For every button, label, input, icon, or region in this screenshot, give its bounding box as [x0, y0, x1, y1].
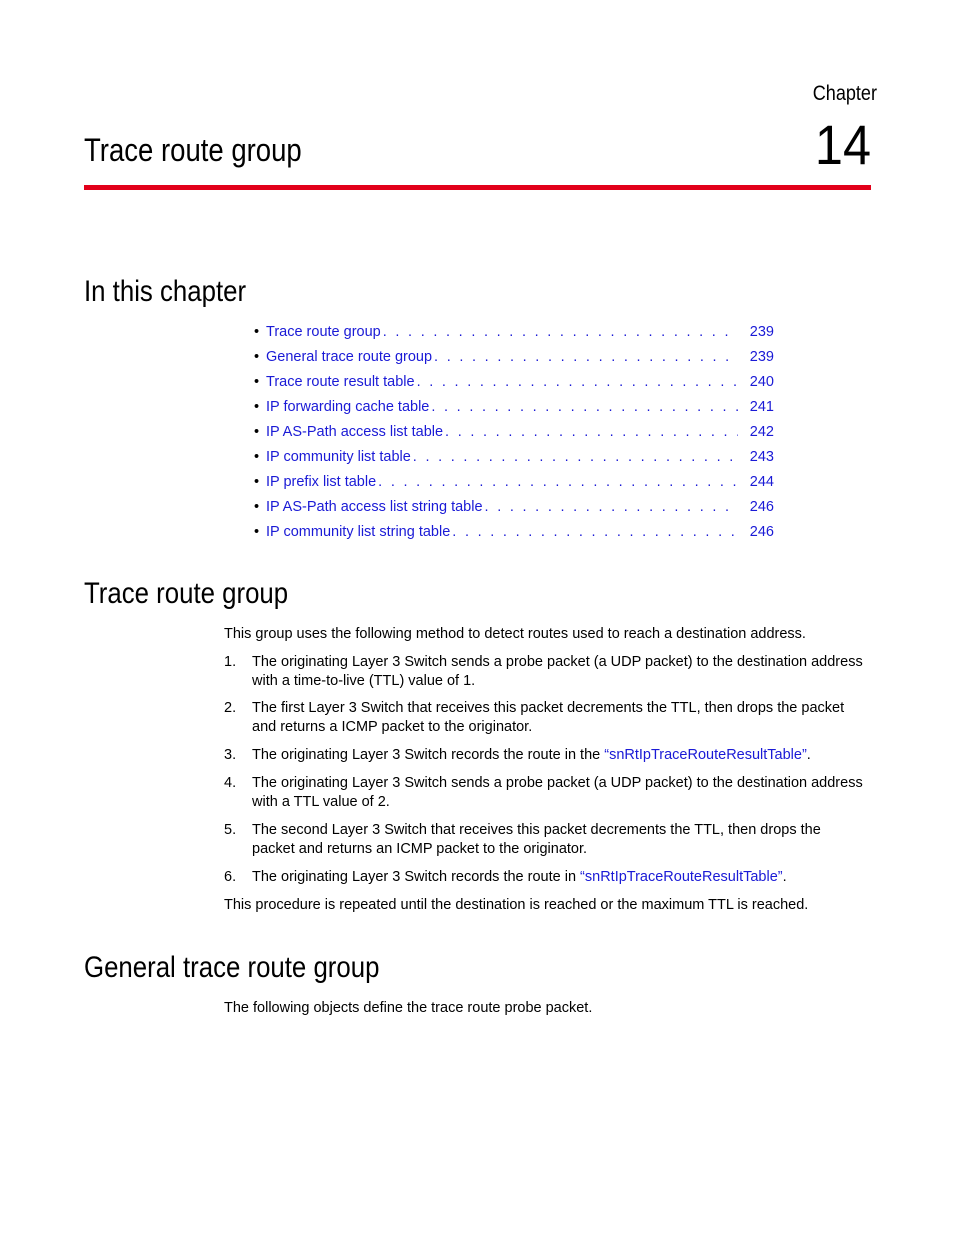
toc-leader-dots: [417, 370, 738, 395]
result-table-link[interactable]: “snRtIpTraceRouteResultTable”: [604, 747, 807, 763]
toc-item-page[interactable]: 239: [749, 349, 774, 365]
step-text: [252, 699, 874, 737]
toc-item-label[interactable]: IP AS-Path access list string table: [266, 499, 483, 515]
toc-item[interactable]: [254, 420, 774, 445]
toc-item[interactable]: [254, 470, 774, 495]
in-this-chapter-heading: In this chapter: [84, 275, 247, 308]
toc-item-page[interactable]: 242: [749, 424, 774, 440]
toc-item-label[interactable]: IP community list string table: [266, 524, 451, 540]
bullet-icon: •: [254, 524, 260, 540]
step-number: 5.: [224, 822, 237, 838]
toc-leader-dots: [383, 320, 738, 345]
step-line: The first Layer 3 Switch that receives this packet decrements the TTL, then drops the packet: [252, 700, 845, 716]
trace-route-group-heading: Trace route group: [84, 577, 289, 610]
toc-item[interactable]: [254, 320, 774, 345]
bullet-icon: •: [254, 324, 260, 340]
bullet-icon: •: [254, 474, 260, 490]
step-text: [252, 821, 874, 859]
general-trace-route-group-intro: The following objects define the trace route probe packet.: [224, 1000, 593, 1016]
step-number: 1.: [224, 654, 237, 670]
step-number: 6.: [224, 869, 237, 885]
step-text-before-link: The originating Layer 3 Switch records the route in: [252, 869, 581, 885]
step-line: with a time-to-live (TTL) value of 1.: [252, 673, 476, 689]
bullet-icon: •: [254, 424, 260, 440]
toc-item[interactable]: [254, 370, 774, 395]
step-text-before-link: The originating Layer 3 Switch records the route in the: [252, 747, 605, 763]
toc-item-label[interactable]: General trace route group: [266, 349, 433, 365]
toc-item-page[interactable]: 241: [749, 399, 774, 415]
step-line: with a TTL value of 2.: [252, 794, 390, 810]
toc-leader-dots: [434, 345, 738, 370]
bullet-icon: •: [254, 374, 260, 390]
chapter-title-rule: [84, 185, 871, 190]
toc-item-label[interactable]: IP AS-Path access list table: [266, 424, 444, 440]
step-text: [252, 746, 874, 765]
toc-item-label[interactable]: IP forwarding cache table: [266, 399, 430, 415]
toc-leader-dots: [431, 395, 738, 420]
toc-item[interactable]: [254, 345, 774, 370]
step-line: The originating Layer 3 Switch sends a probe packet (a UDP packet) to the destination address: [252, 775, 863, 791]
chapter-toc: [254, 320, 774, 545]
toc-item-page[interactable]: 246: [749, 499, 774, 515]
bullet-icon: •: [254, 399, 260, 415]
toc-leader-dots: [485, 495, 738, 520]
toc-item-label[interactable]: Trace route result table: [266, 374, 415, 390]
toc-item-label[interactable]: Trace route group: [266, 324, 381, 340]
toc-leader-dots: [413, 445, 738, 470]
toc-item[interactable]: [254, 395, 774, 420]
toc-leader-dots: [445, 420, 738, 445]
toc-item-label[interactable]: IP community list table: [266, 449, 411, 465]
toc-item-page[interactable]: 246: [749, 524, 774, 540]
step-text: [252, 774, 874, 812]
toc-item[interactable]: [254, 495, 774, 520]
toc-item-label[interactable]: IP prefix list table: [266, 474, 377, 490]
toc-item-page[interactable]: 240: [749, 374, 774, 390]
toc-item[interactable]: [254, 445, 774, 470]
step-number: 3.: [224, 747, 237, 763]
step-text: [252, 868, 874, 887]
step-text-after-link: .: [782, 869, 787, 885]
bullet-icon: •: [254, 449, 260, 465]
bullet-icon: •: [254, 349, 260, 365]
toc-item[interactable]: [254, 520, 774, 545]
step-number: 4.: [224, 775, 237, 791]
step-line: The second Layer 3 Switch that receives this packet decrements the TTL, then drops the: [252, 822, 821, 838]
step-text-after-link: .: [806, 747, 811, 763]
chapter-title: Trace route group: [84, 132, 302, 168]
toc-leader-dots: [452, 520, 738, 545]
toc-item-page[interactable]: 243: [749, 449, 774, 465]
step-line: and returns a ICMP packet to the originator.: [252, 719, 533, 735]
toc-item-page[interactable]: 239: [749, 324, 774, 340]
step-text: [252, 653, 874, 691]
step-number: 2.: [224, 700, 237, 716]
trace-route-group-intro: This group uses the following method to detect routes used to reach a destination address.: [224, 626, 806, 642]
procedure-closing: This procedure is repeated until the destination is reached or the maximum TTL is reached.: [224, 897, 809, 913]
step-line: The originating Layer 3 Switch sends a probe packet (a UDP packet) to the destination address: [252, 654, 863, 670]
general-trace-route-group-heading: General trace route group: [84, 951, 380, 984]
chapter-number: 14: [814, 113, 871, 176]
toc-leader-dots: [378, 470, 738, 495]
toc-item-page[interactable]: 244: [749, 474, 774, 490]
chapter-label: Chapter: [812, 82, 877, 105]
bullet-icon: •: [254, 499, 260, 515]
result-table-link[interactable]: “snRtIpTraceRouteResultTable”: [580, 869, 783, 885]
step-line: packet and returns an ICMP packet to the originator.: [252, 841, 588, 857]
